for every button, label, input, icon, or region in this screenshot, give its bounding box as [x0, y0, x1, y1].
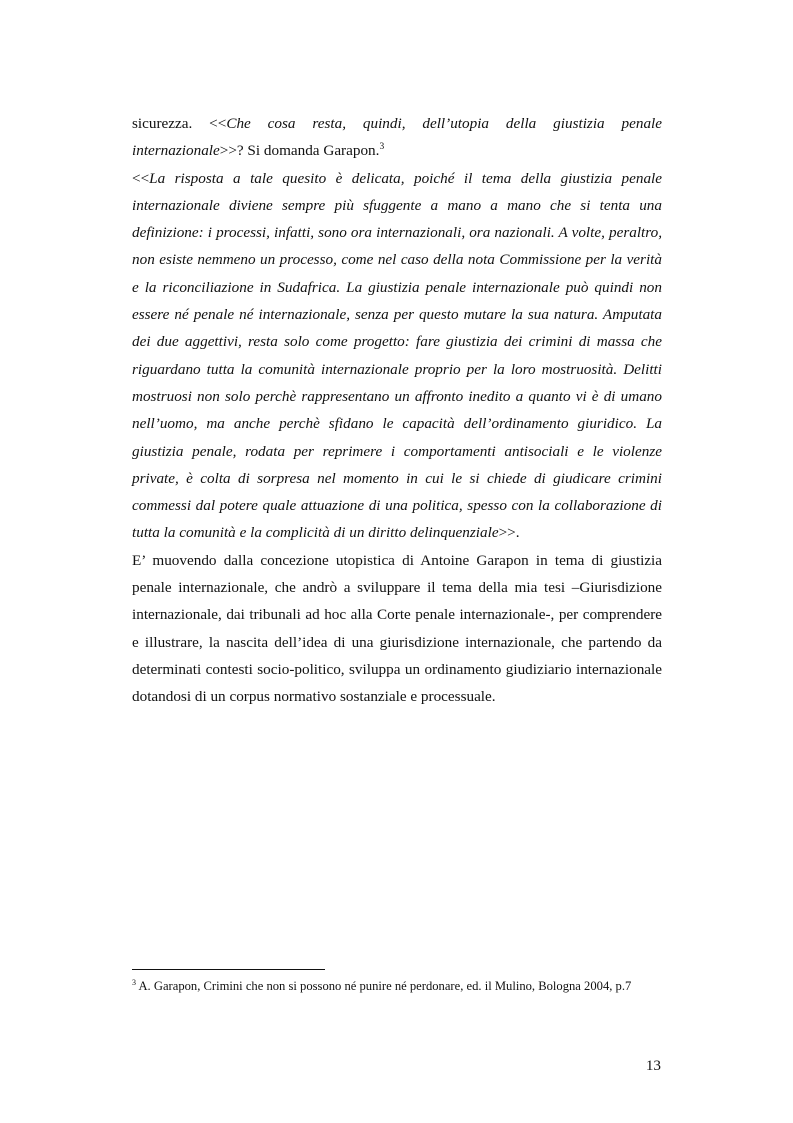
footnote [132, 978, 652, 995]
paragraph-thesis: E’ muovendo dalla concezione utopistica di Antoine Garapon in tema di giustizia penale internazionale, che andrò a sviluppare il tema della mia tesi –Giurisdizione internazionale, dai tribunali ad hoc alla Corte penale internazionale-, per comprendere e illustrare, la nascita dell’idea di una giurisdizione internazionale, che partendo da determinati contesti socio-politico, sviluppa un ordinamento giudiziario internazionale dotandosi di un corpus normativo sostanziale e processuale. [132, 551, 662, 706]
quote-text: La risposta a tale quesito è delicata, poiché il tema della giustizia penale internazionale diviene sempre più sfuggente a mano a mano che si tenta una definizione: i processi, infatti, sono ora internazionali, ora nazionali. A volte, peraltro, non esiste nemmeno un processo, come nel caso della nota Commissione per la verità e la riconciliazione in Sudafrica. La giustizia penale internazionale può quindi non essere né penale né internazionale, senza per questo mutare la sua natura. Amputata dei due aggettivi, resta solo come progetto: fare giustizia dei crimini di massa che riguardano tutta la comunità internazionale proprio per la loro mostruosità. Delitti mostruosi non solo perchè rappresentano un affronto inedito a quanto vi è di umano nell’uomo, ma anche perchè sfidano le capacità dell’ordinamento giuridico. La giustizia penale, rodata per reprimere i comportamenti antisociali e le violenze private, è colta di sorpresa nel momento in cui le si chiede di giudicare crimini commessi dal potere quale attuazione di una politica, spesso con la collaborazione di tutta la comunità e la complicità di un diritto delinquenziale [132, 169, 662, 542]
footnote-reference[interactable]: 3 [379, 142, 385, 153]
footnote-separator [132, 969, 325, 970]
intro-quote: Che cosa resta, quindi, dell’utopia della giustizia penale internazionale [132, 115, 663, 160]
intro-after: >>? Si domanda Garapon. [219, 142, 380, 160]
footnote-text: A. Garapon, Crimini che non si possono né punire né perdonare, ed. il Mulino, Bologna 2004, p.7 [136, 979, 632, 993]
paragraph-intro [132, 110, 662, 165]
intro-lead: sicurezza. << [132, 115, 227, 132]
page-number: 13 [645, 1057, 661, 1074]
quote-open: << [132, 169, 150, 187]
paragraph-quote [132, 165, 662, 547]
quote-close: >>. [498, 524, 520, 542]
footnote-number: 3 [132, 977, 136, 987]
body-text [132, 110, 662, 711]
